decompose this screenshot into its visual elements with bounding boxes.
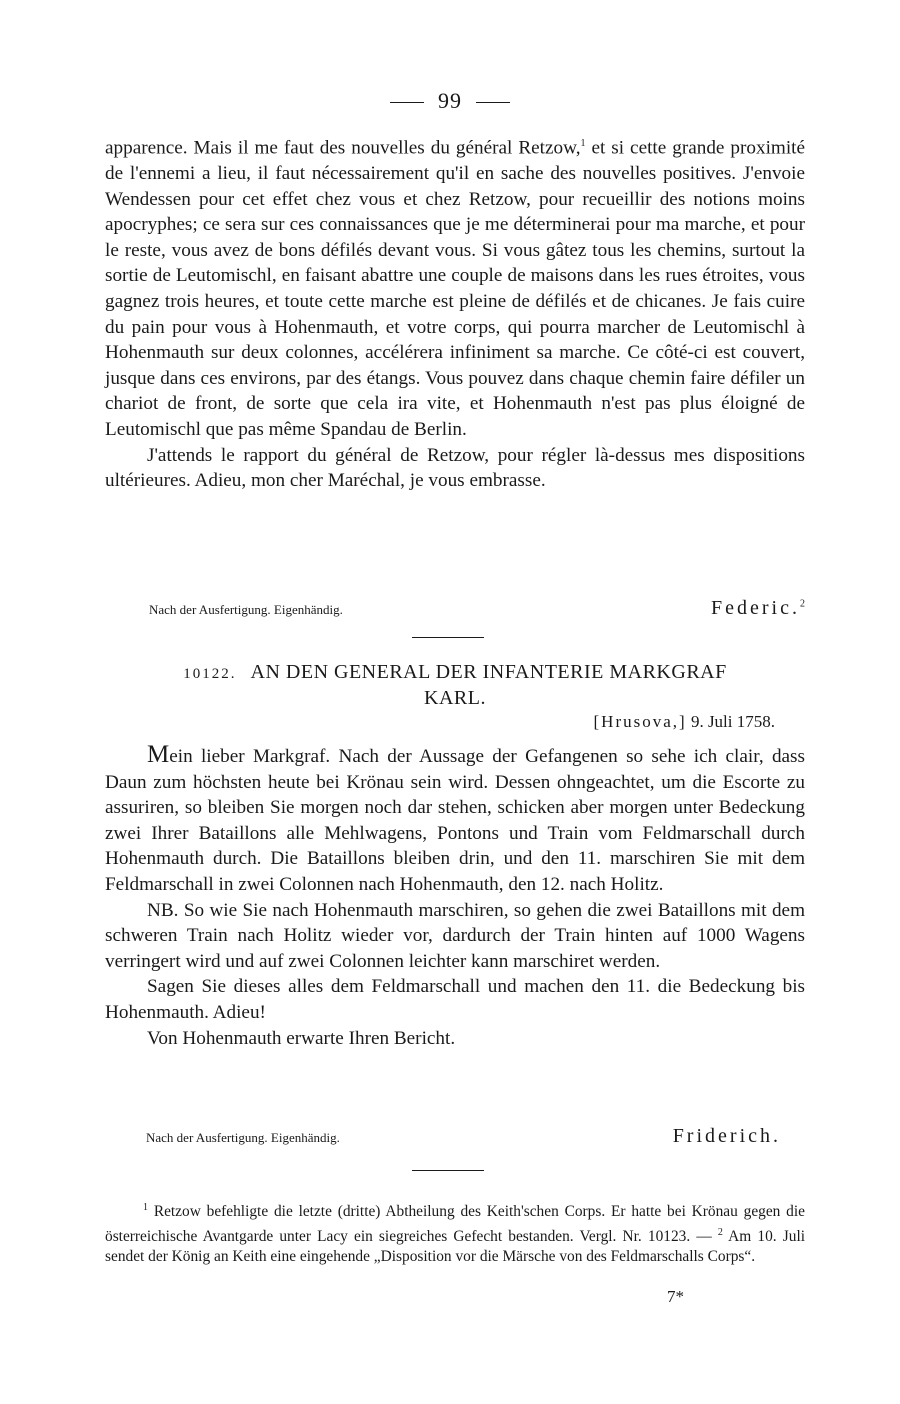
- letter2-heading-line1: [105, 660, 805, 686]
- letter2-paragraph-4: Von Hohenmauth erwarte Ihren Bericht.: [147, 1027, 456, 1049]
- section-divider-2: [412, 1170, 484, 1171]
- sheet-mark: 7*: [667, 1287, 684, 1306]
- page-header: [0, 88, 900, 114]
- letter1-paragraph-1: [105, 131, 805, 443]
- footnote-ref-2: 2: [800, 598, 805, 610]
- letter2-paragraph-1-text: ein lieber Markgraf. Nach der Aussage der Gefangenen so sehe ich clair, dass Daun zum höchsten heute bei Krönau sein wird. Dessen ohngeachtet, um die Escorte zu assuriren, so bleiben Sie morgen noch dar stehen, schicken aber morgen unter Bedeckung zwei Ihrer Bataillons alle Mehlwagens, Pontons und Train vom Feldmarschall durch Hohenmauth durch. Die Bataillons bleiben drin, und den 11. marschiren Sie mit dem Feldmarschall in zwei Colonnen nach Hohenmauth, den 12. nach Holitz.: [105, 746, 805, 895]
- letter1-source-note: Nach der Ausfertigung. Eigenhändig.: [149, 602, 343, 617]
- footnotes: [105, 1198, 805, 1268]
- letter2-paragraph-2: NB. So wie Sie nach Hohenmauth marschiren, so gehen die zwei Bataillons mit dem schweren Train nach Holitz wieder vor, dardurch der Train hinten auf 1000 Wagens verringert wird und auf zwei Colonnen leichter kann marschiret werden.: [105, 899, 805, 972]
- letter1-closing: [105, 594, 805, 620]
- letter1-body: [105, 131, 805, 494]
- page-number: 99: [438, 88, 462, 113]
- letter2-paragraph-3: Sagen Sie dieses alles dem Feldmarschall und machen den 11. die Bedeckung bis Hohenmauth. Adieu!: [105, 976, 805, 1023]
- letter2-dateline: [594, 712, 775, 732]
- header-dash-right: [476, 102, 510, 103]
- section-divider-1: [412, 637, 484, 638]
- footnote-marker-2: 2: [717, 1226, 723, 1238]
- letter2-date: 9. Juli 1758.: [690, 712, 775, 731]
- footnote-2-text: Am 10. Juli sendet der König an Keith eine eingehende „Disposition vor die Märsche von des Feldmarschalls Corps“.: [105, 1227, 805, 1266]
- letter2-date-place: [Hrusova,]: [593, 712, 687, 731]
- document-number: 10122.: [183, 666, 237, 682]
- footnote-1: [105, 1198, 805, 1268]
- footnote-1-text: Retzow befehligte die letzte (dritte) Abtheilung des Keith'schen Corps. Er hatte bei Krönau gegen die österreichische Avantgarde unter Lacy ein siegreiches Gefecht bestanden. Vergl. Nr. 10123. —: [105, 1203, 805, 1245]
- header-dash-left: [390, 102, 424, 103]
- footnote-marker-1: 1: [143, 1202, 148, 1213]
- letter1-text-a: apparence. Mais il me faut des nouvelles du général Retzow,: [105, 137, 581, 159]
- letter2-closing: [105, 1122, 805, 1148]
- letter1-signature: [711, 597, 805, 620]
- letter2-signature: Friderich.: [672, 1125, 781, 1147]
- dropcap: M: [147, 741, 170, 768]
- letter2-title-line2: KARL.: [424, 687, 486, 709]
- letter2-source-note: Nach der Ausfertigung. Eigenhändig.: [146, 1130, 340, 1145]
- letter1-signature-text: Federic.: [711, 597, 800, 619]
- letter1-text-b: et si cette grande proximité de l'ennemi a lieu, il faut nécessairement qu'il en sache des nouvelles positives. J'envoie Wendessen pour cet effet chez vous et chez Retzow, pour recueillir des notions moins apocryphes; ce sera sur ces connaissances que je me déterminerai pour ma marche, et pour le reste, vous avez de bons défilés devant vous. Si vous gâtez tous les chemins, surtout la sortie de Leutomischl, en faisant abattre une couple de maisons dans les rues étroites, vous gagnez trois heures, et toute cette marche est pleine de défilés et de chicanes. Je fais cuire du pain pour vous à Hohenmauth, et votre corps, qui pourra marcher de Leutomischl à Hohenmauth sur deux colonnes, accélérera infiniment sa marche. Ce côté-ci est couvert, jusque dans ces environs, par des étangs. Vous pouvez dans chaque chemin faire défiler un chariot de front, de sorte que cela ira vite, et Hohenmauth n'est pas plus éloigné de Leutomischl que pas même Spandau de Berlin.: [105, 137, 806, 440]
- letter1-paragraph-2: J'attends le rapport du général de Retzow, pour régler là-dessus mes dispositions ultérieures. Adieu, mon cher Maréchal, je vous embrasse.: [105, 444, 805, 492]
- letter2-body: [105, 742, 805, 1051]
- letter2-paragraph-1: [105, 742, 805, 898]
- letter2-heading: [105, 660, 805, 710]
- footnote-ref-1: 1: [580, 138, 586, 149]
- letter2-title-line1: AN DEN GENERAL DER INFANTERIE MARKGRAF: [250, 661, 727, 683]
